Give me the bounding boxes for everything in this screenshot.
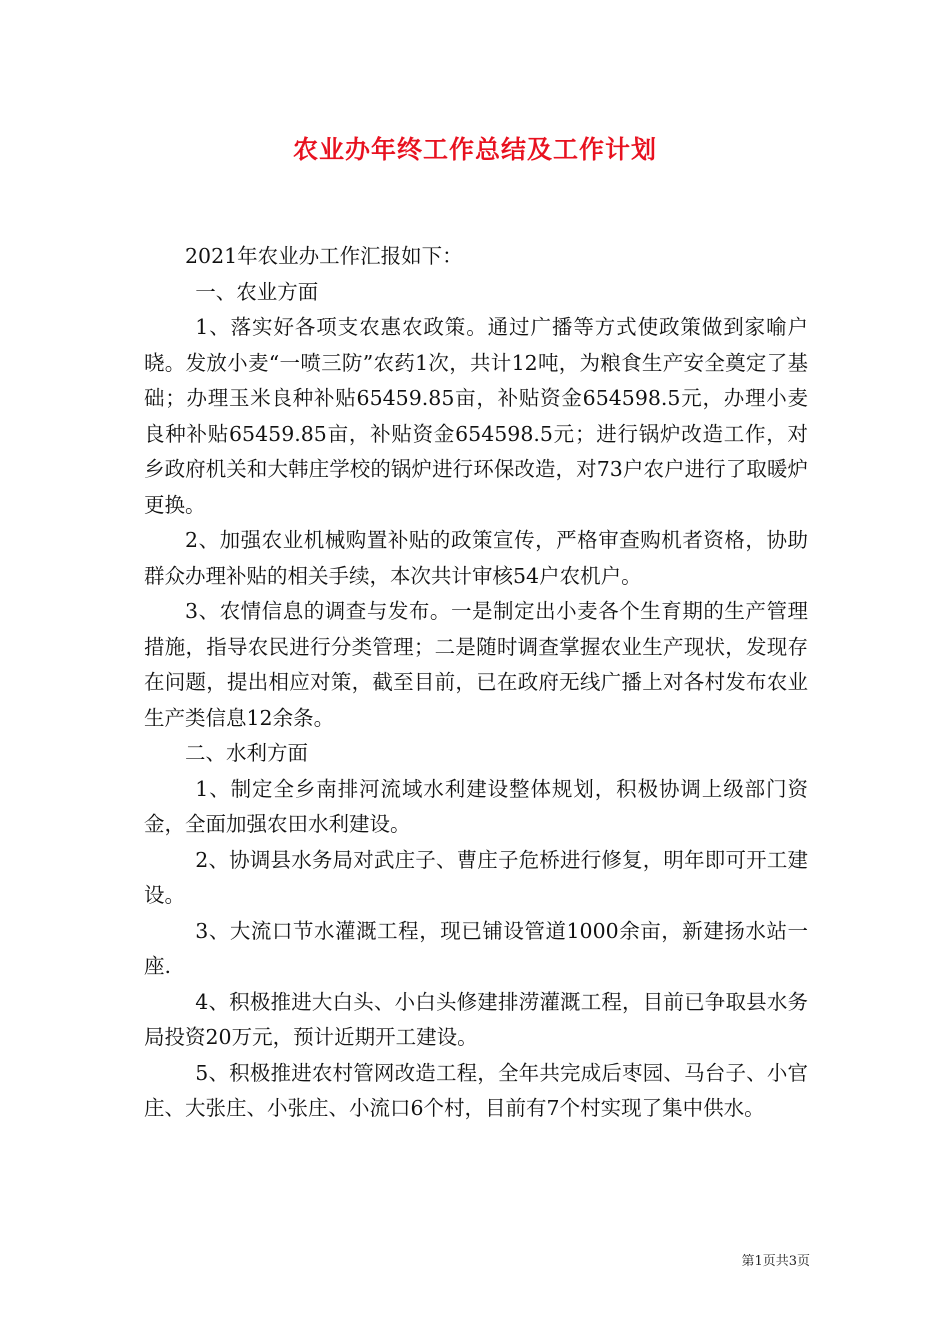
section-heading-water: 二、水利方面 <box>185 741 308 765</box>
document-title: 农业办年终工作总结及工作计划 <box>292 135 657 164</box>
agriculture-item-1: 1、落实好各项支农惠农政策。通过广播等方式使政策做到家喻户晓。发放小麦“一喷三防”农药1次，共计12吨，为粮食生产安全奠定了基础；办理玉米良种补贴65459.85亩，补贴资金654598.5元，办理小麦良种补贴65459.85亩，补贴资金654598.5元；进行锅炉改造工作，对乡政府机关和大韩庄学校的锅炉进行环保改造，对73户农户进行了取暖炉更换。 <box>144 315 808 517</box>
page-number: 第1页共3页 <box>741 1254 810 1269</box>
water-item-3: 3、大流口节水灌溉工程，现已铺设管道1000余亩，新建扬水站一座. <box>144 918 808 978</box>
agriculture-item-2: 2、加强农业机械购置补贴的政策宣传，严格审查购机者资格，协助群众办理补贴的相关手续，本次共计审核54户农机户。 <box>144 528 808 588</box>
water-item-5: 5、积极推进农村管网改造工程，全年共完成后枣园、马台子、小官庄、大张庄、小张庄、小流口6个村，目前有7个村实现了集中供水。 <box>144 1060 808 1120</box>
water-item-1: 1、制定全乡南排河流域水利建设整体规划，积极协调上级部门资金，全面加强农田水利建设。 <box>144 776 808 836</box>
agriculture-item-3: 3、农情信息的调查与发布。一是制定出小麦各个生育期的生产管理措施，指导农民进行分类管理；二是随时调查掌握农业生产现状，发现存在问题，提出相应对策，截至目前，已在政府无线广播上对各村发布农业生产类信息12余条。 <box>144 599 808 730</box>
section-heading-agriculture: 一、农业方面 <box>195 279 319 304</box>
document-body <box>144 239 808 1127</box>
water-item-4: 4、积极推进大白头、小白头修建排涝灌溉工程，目前已争取县水务局投资20万元，预计近期开工建设。 <box>144 989 808 1049</box>
intro-paragraph: 2021年农业办工作汇报如下： <box>185 244 463 268</box>
water-item-2: 2、协调县水务局对武庄子、曹庄子危桥进行修复，明年即可开工建设。 <box>144 847 808 907</box>
